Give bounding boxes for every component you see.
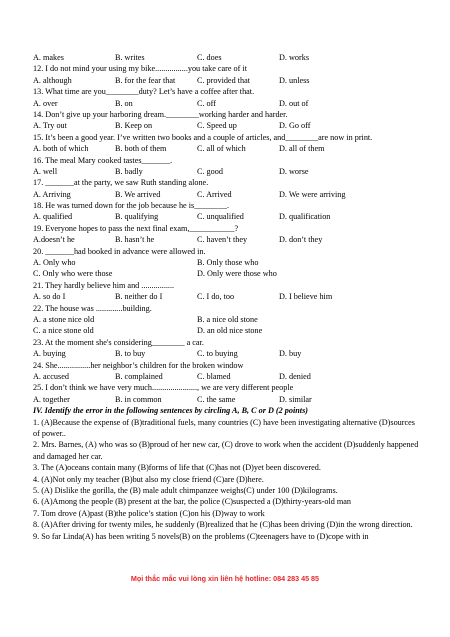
footer-hotline: Mọi thắc mắc vui lòng xin liên hệ hotline: 084 283 45 85	[130, 574, 320, 583]
question-19: 19. Everyone hopes to pass the next final exam,___________?	[33, 223, 239, 233]
option-c: C. to buying	[197, 349, 238, 359]
section-heading: IV. Identify the error in the following sentences by circling A, B, C or D (2 points)	[33, 406, 308, 416]
error-item-9: 9. So far Linda(A) has been writing 5 novels(B) on the problems (C)teenagers have to (D)cope with in	[33, 531, 369, 541]
option-a: A. both of which	[33, 144, 89, 154]
option-d: D. Only were those who	[197, 269, 277, 279]
question-22: 22. The house was .............building.	[33, 303, 152, 313]
question-13: 13. What time are you________duty? Let’s have a coffee after that.	[33, 87, 255, 97]
option-d: D. similar	[279, 394, 312, 404]
option-d: D. buy	[279, 349, 302, 359]
option-c: C. Only who were those	[33, 269, 113, 279]
question-12: 12. I do not mind your using my bike................you take care of it	[33, 64, 247, 74]
option-b: B. badly	[115, 166, 143, 176]
options-row	[33, 98, 423, 109]
error-item-3: 3. The (A)oceans contain many (B)forms of life that (C)has not (D)yet been discovered.	[33, 463, 321, 473]
option-a: A. although	[33, 75, 72, 85]
option-c: C. off	[197, 98, 216, 108]
option-c: C. Speed up	[197, 121, 237, 131]
option-a: A. makes	[33, 53, 64, 62]
option-b: B. to buy	[115, 349, 146, 359]
option-b: B. Only those who	[197, 258, 259, 268]
error-item-7: 7. Tom drove (A)past (B)the police’s station (C)on his (D)way to work	[33, 508, 265, 518]
option-c: C. all of which	[197, 144, 246, 154]
options-row	[33, 234, 423, 245]
option-c: C. I do, too	[197, 292, 235, 302]
option-b: B. Keep on	[115, 121, 153, 131]
option-d: D. don’t they	[279, 235, 323, 245]
option-c: C. Arrived	[197, 189, 232, 199]
options-row	[33, 314, 423, 325]
option-a: A. so do I	[33, 292, 66, 302]
options-row	[33, 211, 423, 222]
options-row	[33, 75, 423, 86]
options-row	[33, 143, 423, 154]
option-a: A. together	[33, 394, 70, 404]
question-21: 21. They hardly believe him and ................	[33, 280, 175, 290]
error-item-8: 8. (A)After driving for twenty miles, he suddenly (B)realized that he (C)has been driving (D)in the wrong direction.	[33, 520, 413, 530]
question-15: 15. It’s been a good year. I’ve written two books and a couple of articles, and________are now in print.	[33, 132, 373, 142]
option-d: D. worse	[279, 166, 309, 176]
option-a: A. buying	[33, 349, 66, 359]
option-a: A. Try out	[33, 121, 67, 131]
option-d: D. qualification	[279, 212, 331, 222]
option-d: D. out of	[279, 98, 309, 108]
options-row	[33, 268, 423, 279]
error-item-2: 2. Mrs. Barnes, (A) who was so (B)proud of her new car, (C) drove to work when the accident (D)suddenly happened and damaged her car.	[33, 440, 419, 461]
option-c: C. a nice stone old	[33, 326, 94, 336]
option-a: A. Arriving	[33, 189, 71, 199]
option-a: A. over	[33, 98, 58, 108]
error-item-5: 5. (A) Dislike the gorilla, the (B) male adult chimpanzee weighs(C) under 100 (D)kilograms.	[33, 485, 338, 495]
option-b: B. qualifying	[115, 212, 159, 222]
option-c: C. haven’t they	[197, 235, 248, 245]
option-b: B. complained	[115, 371, 163, 381]
option-c: C. unqualified	[197, 212, 244, 222]
question-24: 24. She................her neighbor’s children for the broken window	[33, 360, 244, 370]
option-b: B. in common	[115, 394, 162, 404]
option-c: C. does	[197, 53, 222, 62]
option-d: D. all of them	[279, 144, 325, 154]
options-row	[33, 371, 423, 382]
error-item-6: 6. (A)Among the people (B) present at the bar, the police (C)suspected a (D)thirty-years-old man	[33, 497, 351, 507]
question-20: 20. _______had booked in advance were allowed in.	[33, 246, 206, 256]
options-row	[33, 120, 423, 131]
question-17: 17. _______at the party, we saw Ruth standing alone.	[33, 178, 209, 188]
option-b: B. both of them	[115, 144, 167, 154]
options-row	[33, 257, 423, 268]
options-row	[33, 52, 423, 63]
exercise-content	[33, 52, 423, 542]
option-d: D. Go off	[279, 121, 311, 131]
option-a: A. a stone nice old	[33, 315, 95, 324]
option-b: B. on	[115, 98, 133, 108]
option-a: A.doesn’t he	[33, 235, 75, 245]
options-row	[33, 291, 423, 302]
error-item-1: 1. (A)Because the expense of (B)traditional fuels, many countries (C) have been investigating alternative (D)sources of power..	[33, 417, 415, 438]
question-14: 14. Don’t give up your harboring dream.________working harder and harder.	[33, 109, 288, 119]
question-16: 16. The meal Mary cooked tastes_______.	[33, 155, 173, 165]
error-item-4: 4. (A)Not only my teacher (B)but also my close friend (C)are (D)here.	[33, 474, 264, 484]
option-c: C. provided that	[197, 75, 250, 85]
option-b: B. neither do I	[115, 292, 163, 302]
options-row	[33, 348, 423, 359]
option-d: D. unless	[279, 75, 310, 85]
option-d: D. denied	[279, 371, 311, 381]
option-d: D. I believe him	[279, 292, 333, 302]
option-a: A. accused	[33, 371, 69, 381]
option-c: C. good	[197, 166, 223, 176]
options-row	[33, 189, 423, 200]
option-d: D. works	[279, 53, 310, 62]
question-25: 25. I don’t think we have very much......................, we are very different people	[33, 383, 294, 393]
option-b: B. hasn’t he	[115, 235, 155, 245]
question-23: 23. At the moment she's considering________ a car.	[33, 337, 204, 347]
option-a: A. well	[33, 166, 58, 176]
options-row	[33, 325, 423, 336]
question-18: 18. He was turned down for the job because he is________.	[33, 201, 230, 211]
option-b: B. for the fear that	[115, 75, 176, 85]
option-d: D. an old nice stone	[197, 326, 263, 336]
option-b: B. We arrived	[115, 189, 161, 199]
option-d: D. We were arriving	[279, 189, 346, 199]
options-row	[33, 394, 423, 405]
option-a: A. Only who	[33, 258, 76, 268]
option-a: A. qualified	[33, 212, 73, 222]
option-b: B. a nice old stone	[197, 315, 258, 324]
option-b: B. writes	[115, 53, 145, 62]
option-c: C. the same	[197, 394, 236, 404]
options-row	[33, 166, 423, 177]
option-c: C. blamed	[197, 371, 231, 381]
